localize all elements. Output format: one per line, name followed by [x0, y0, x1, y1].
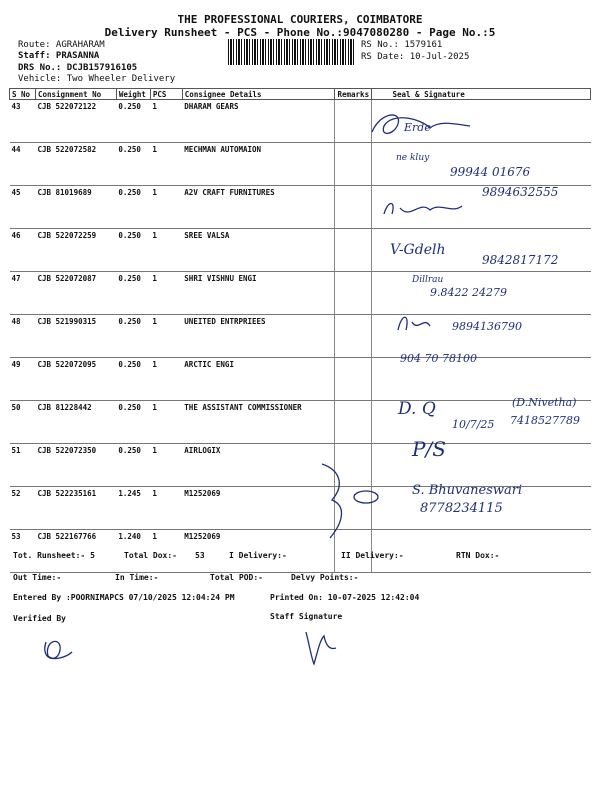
cell-seal-signature [372, 444, 591, 487]
cell-weight: 0.250 [116, 272, 150, 315]
col-sno: S No [10, 89, 36, 100]
cell-pcs: 1 [150, 229, 182, 272]
cell-pcs: 1 [150, 186, 182, 229]
vehicle-label: Vehicle: Two Wheeler Delivery [18, 74, 176, 84]
cell-cons: CJB 81019689 [35, 186, 116, 229]
cell-consignee: THE ASSISTANT COMMISSIONER [182, 401, 335, 444]
ii-delivery: II Delivery:- [341, 551, 404, 560]
table-row [10, 530, 591, 573]
table-row [10, 444, 591, 487]
total-dox-value: 53 [195, 551, 205, 560]
cell-pcs: 1 [150, 315, 182, 358]
col-pcs: PCS [150, 89, 182, 100]
company-title: THE PROFESSIONAL COURIERS, COIMBATORE [177, 13, 423, 26]
hw-50d: 7418527789 [510, 414, 580, 427]
col-consignment: Consignment No [35, 89, 116, 100]
hw-47a: Dillrau [412, 275, 444, 285]
cell-remarks [335, 100, 372, 143]
cell-weight: 1.240 [116, 530, 150, 573]
hw-47: 9.8422 24279 [430, 286, 507, 299]
cell-cons: CJB 81228442 [35, 401, 116, 444]
cell-weight: 1.245 [116, 487, 150, 530]
cell-sno: 52 [10, 487, 36, 530]
cell-pcs: 1 [150, 272, 182, 315]
cell-cons: CJB 522072350 [35, 444, 116, 487]
table-row [10, 229, 591, 272]
staff-signature-label: Staff Signature [270, 612, 343, 621]
cell-seal-signature [372, 186, 591, 229]
verified-signature [45, 641, 72, 658]
table-row [10, 100, 591, 143]
cell-cons: CJB 522167766 [35, 530, 116, 573]
cell-seal-signature [372, 487, 591, 530]
cell-consignee: DHARAM GEARS [182, 100, 335, 143]
cell-remarks [335, 272, 372, 315]
cell-consignee: ARCTIC ENGI [182, 358, 335, 401]
table-row [10, 143, 591, 186]
table-row [10, 186, 591, 229]
delvy-points: Delvy Points:- [291, 573, 359, 582]
cell-weight: 0.250 [116, 401, 150, 444]
cell-consignee: UNEITED ENTRPRIEES [182, 315, 335, 358]
barcode [228, 39, 356, 65]
hw-51: P/S [412, 437, 446, 461]
in-time: In Time:- [115, 573, 159, 582]
i-delivery: I Delivery:- [229, 551, 287, 560]
hw-43: Erde [404, 121, 431, 134]
cell-seal-signature [372, 358, 591, 401]
cell-sno: 44 [10, 143, 36, 186]
verified-by-label: Verified By [13, 614, 66, 623]
cell-pcs: 1 [150, 100, 182, 143]
cell-pcs: 1 [150, 487, 182, 530]
total-dox-label: Total Dox:- [124, 551, 177, 560]
cell-cons: CJB 522072259 [35, 229, 116, 272]
table-header-row [10, 89, 591, 100]
table-row [10, 272, 591, 315]
cell-consignee: A2V CRAFT FURNITURES [182, 186, 335, 229]
cell-remarks [335, 229, 372, 272]
cell-sno: 53 [10, 530, 36, 573]
rs-number: RS No.: 1579161 [361, 40, 443, 50]
cell-seal-signature [372, 143, 591, 186]
cell-pcs: 1 [150, 444, 182, 487]
hw-46a: V-Gdelh [390, 242, 446, 258]
hw-52b: 8778234115 [420, 501, 503, 516]
cell-consignee: SREE VALSA [182, 229, 335, 272]
cell-weight: 0.250 [116, 186, 150, 229]
table-row [10, 401, 591, 444]
table-row [10, 358, 591, 401]
cell-weight: 0.250 [116, 444, 150, 487]
hw-45: 9894632555 [482, 185, 559, 199]
col-remarks: Remarks [335, 89, 372, 100]
col-consignee: Consignee Details [182, 89, 335, 100]
hw-50c: (D.Nivetha) [512, 396, 577, 409]
cell-pcs: 1 [150, 530, 182, 573]
cell-remarks [335, 444, 372, 487]
staff-signature-mark [306, 632, 336, 664]
cell-remarks [335, 358, 372, 401]
route-label: Route: AGRAHARAM [18, 40, 105, 50]
total-runsheet: Tot. Runsheet:- 5 [13, 551, 95, 560]
cell-sno: 46 [10, 229, 36, 272]
col-weight: Weight [116, 89, 150, 100]
total-pod: Total POD:- [210, 573, 263, 582]
cell-cons: CJB 522072122 [35, 100, 116, 143]
cell-cons: CJB 522072095 [35, 358, 116, 401]
cell-cons: CJB 522235161 [35, 487, 116, 530]
hw-44a: ne kluy [396, 153, 430, 163]
cell-seal-signature [372, 315, 591, 358]
cell-sno: 48 [10, 315, 36, 358]
cell-sno: 47 [10, 272, 36, 315]
cell-sno: 50 [10, 401, 36, 444]
cell-pcs: 1 [150, 358, 182, 401]
cell-sno: 43 [10, 100, 36, 143]
cell-cons: CJB 522072087 [35, 272, 116, 315]
cell-weight: 0.250 [116, 100, 150, 143]
cell-seal-signature [372, 272, 591, 315]
runsheet-table [9, 88, 591, 573]
cell-sno: 51 [10, 444, 36, 487]
cell-seal-signature [372, 229, 591, 272]
entered-by: Entered By :POORNIMAPCS 07/10/2025 12:04:24 PM [13, 593, 235, 602]
cell-weight: 0.250 [116, 143, 150, 186]
hw-44: 99944 01676 [450, 165, 531, 179]
cell-sno: 49 [10, 358, 36, 401]
cell-weight: 0.250 [116, 315, 150, 358]
cell-remarks [335, 143, 372, 186]
drs-number: DRS No.: DCJB157916105 [18, 63, 138, 73]
table-row [10, 315, 591, 358]
col-seal-signature: Seal & Signature [372, 89, 591, 100]
cell-pcs: 1 [150, 143, 182, 186]
cell-weight: 0.250 [116, 358, 150, 401]
out-time: Out Time:- [13, 573, 62, 582]
cell-consignee: MECHMAN AUTOMAION [182, 143, 335, 186]
hw-49: 904 70 78100 [400, 352, 477, 365]
cell-consignee: SHRI VISHNU ENGI [182, 272, 335, 315]
rs-date: RS Date: 10-Jul-2025 [361, 52, 470, 62]
cell-remarks [335, 315, 372, 358]
cell-cons: CJB 521990315 [35, 315, 116, 358]
cell-seal-signature [372, 100, 591, 143]
cell-remarks [335, 401, 372, 444]
cell-consignee: AIRLOGIX [182, 444, 335, 487]
cell-consignee: M1252069 [182, 530, 335, 573]
cell-remarks [335, 186, 372, 229]
cell-sno: 45 [10, 186, 36, 229]
cell-remarks [335, 487, 372, 530]
cell-weight: 0.250 [116, 229, 150, 272]
hw-48: 9894136790 [452, 320, 522, 333]
cell-pcs: 1 [150, 401, 182, 444]
cell-cons: CJB 522072582 [35, 143, 116, 186]
cell-consignee: M1252069 [182, 487, 335, 530]
staff-label: Staff: PRASANNA [18, 51, 100, 61]
cell-seal-signature [372, 401, 591, 444]
printed-on: Printed On: 10-07-2025 12:42:04 [270, 593, 420, 602]
hw-52a: S. Bhuvaneswari [412, 483, 523, 498]
runsheet-subtitle: Delivery Runsheet - PCS - Phone No.:9047080280 - Page No.:5 [104, 26, 496, 39]
hw-46: 9842817172 [482, 253, 559, 267]
rtn-dox: RTN Dox:- [456, 551, 500, 560]
table-row [10, 487, 591, 530]
hw-50a: D. Q [398, 399, 436, 419]
hw-50b: 10/7/25 [452, 418, 495, 431]
